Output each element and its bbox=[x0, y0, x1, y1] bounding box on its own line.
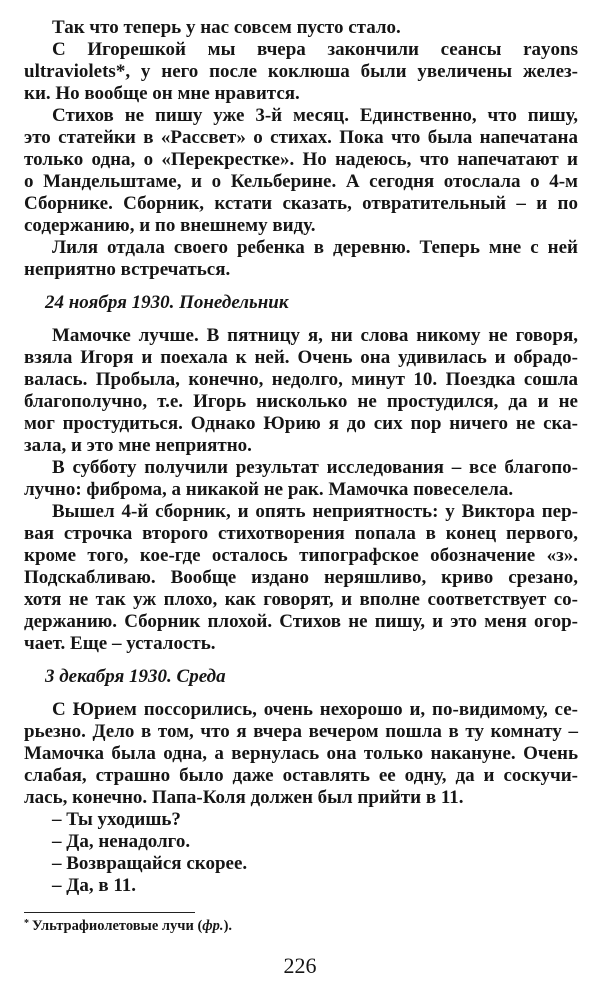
text-line: С Игорешкой мы вчера закончили сеансы rayons bbox=[52, 39, 578, 60]
footnote bbox=[24, 918, 232, 935]
paragraph bbox=[24, 699, 578, 809]
paragraph bbox=[24, 457, 578, 501]
text-line: Подскабливаю. Вообще издано неряшливо, криво срезано, bbox=[24, 567, 578, 588]
paragraph bbox=[24, 39, 578, 105]
text-line: содержанию, и по внешнему виду. bbox=[24, 215, 316, 236]
text-line: слабая, страшно было даже оставлять ее одну, да и соскучи- bbox=[24, 765, 578, 786]
text-line: – Да, в 11. bbox=[52, 875, 137, 896]
text-line: лучно: фиброма, а никакой не рак. Мамочка повеселела. bbox=[24, 479, 514, 500]
text-line: Сборнике. Сборник, кстати сказать, отвратительный – и по bbox=[24, 193, 578, 214]
text-line: ultraviolets*, у него после коклюша были увеличены желез- bbox=[24, 61, 578, 82]
text-line: С Юрием поссорились, очень нехорошо и, по-видимому, се- bbox=[52, 699, 578, 720]
text-line: держанию. Сборник плохой. Стихов не пишу, и это меня огор- bbox=[24, 611, 578, 632]
footnote-text: Ультрафиолетовые лучи ( bbox=[32, 918, 203, 934]
text-line: Мамочка была одна, а вернулась она только накануне. Очень bbox=[24, 743, 578, 764]
text-line: В субботу получили результат исследования – все благопо- bbox=[52, 457, 578, 478]
page-number: 226 bbox=[283, 953, 317, 978]
text-line: взяла Игоря и поехала к ней. Очень она удивилась и обрадо- bbox=[24, 347, 578, 368]
text-line: Стихов не пишу уже 3-й месяц. Единственно, что пишу, bbox=[52, 105, 578, 126]
text-line: о Мандельштаме, и о Кельберине. А сегодня отослала о 4-м bbox=[24, 171, 578, 192]
text-line: благополучно, т.е. Игорь нисколько не простудился, да и не bbox=[24, 391, 578, 412]
text-line: Так что теперь у нас совсем пусто стало. bbox=[52, 17, 401, 38]
paragraph bbox=[24, 853, 578, 875]
text-line: вая строчка второго стихотворения попала в конец первого, bbox=[24, 523, 578, 544]
paragraph bbox=[24, 105, 578, 237]
footnote-abbrev: фр. bbox=[202, 918, 224, 934]
text-line: зала, и это мне неприятно. bbox=[24, 435, 252, 456]
paragraph bbox=[24, 501, 578, 655]
text-line: только одна, о «Перекрестке». Но надеюсь, что напечатают и bbox=[24, 149, 578, 170]
text-line: валась. Пробыла, конечно, недолго, минут 10. Поездка сошла bbox=[24, 369, 578, 390]
page-body bbox=[24, 17, 578, 897]
paragraph bbox=[24, 831, 578, 853]
text-line: лась, конечно. Папа-Коля должен был прийти в 11. bbox=[24, 787, 464, 808]
text-line: чает. Еще – усталость. bbox=[24, 633, 216, 654]
text-line: – Ты уходишь? bbox=[52, 809, 181, 830]
text-line: – Да, ненадолго. bbox=[52, 831, 191, 852]
footnote-marker: * bbox=[24, 918, 29, 929]
paragraph bbox=[24, 17, 578, 39]
paragraph bbox=[24, 875, 578, 897]
paragraph bbox=[24, 237, 578, 281]
text-line: неприятно встречаться. bbox=[24, 259, 231, 280]
text-line: Мамочке лучше. В пятницу я, ни слова никому не говоря, bbox=[52, 325, 578, 346]
paragraph bbox=[24, 325, 578, 457]
text-line: Вышел 4-й сборник, и опять неприятность: у Виктора пер- bbox=[52, 501, 578, 522]
text-line: кроме того, кое-где осталось типографское обозначение «з». bbox=[24, 545, 578, 566]
footnote-divider bbox=[24, 912, 195, 913]
text-line: это статейки в «Рассвет» о стихах. Пока что была напечатана bbox=[24, 127, 578, 148]
paragraph bbox=[24, 809, 578, 831]
text-line: мог простудиться. Однако Юрию я до сих пор ничего не ска- bbox=[24, 413, 578, 434]
diary-entry-date-heading: 3 декабря 1930. Среда bbox=[45, 666, 226, 687]
text-line: – Возвращайся скорее. bbox=[52, 853, 248, 874]
footnote-close: ). bbox=[223, 918, 233, 934]
diary-entry-date-heading: 24 ноября 1930. Понедельник bbox=[45, 292, 289, 313]
text-line: Лиля отдала своего ребенка в деревню. Теперь мне с ней bbox=[52, 237, 578, 258]
text-line: хотя не так уж плохо, как говорят, и вполне соответствует со- bbox=[24, 589, 578, 610]
text-line: ки. Но вообще он мне нравится. bbox=[24, 83, 300, 104]
text-line: рьезно. Дело в том, что я вчера вечером пошла в ту комнату – bbox=[24, 721, 578, 742]
